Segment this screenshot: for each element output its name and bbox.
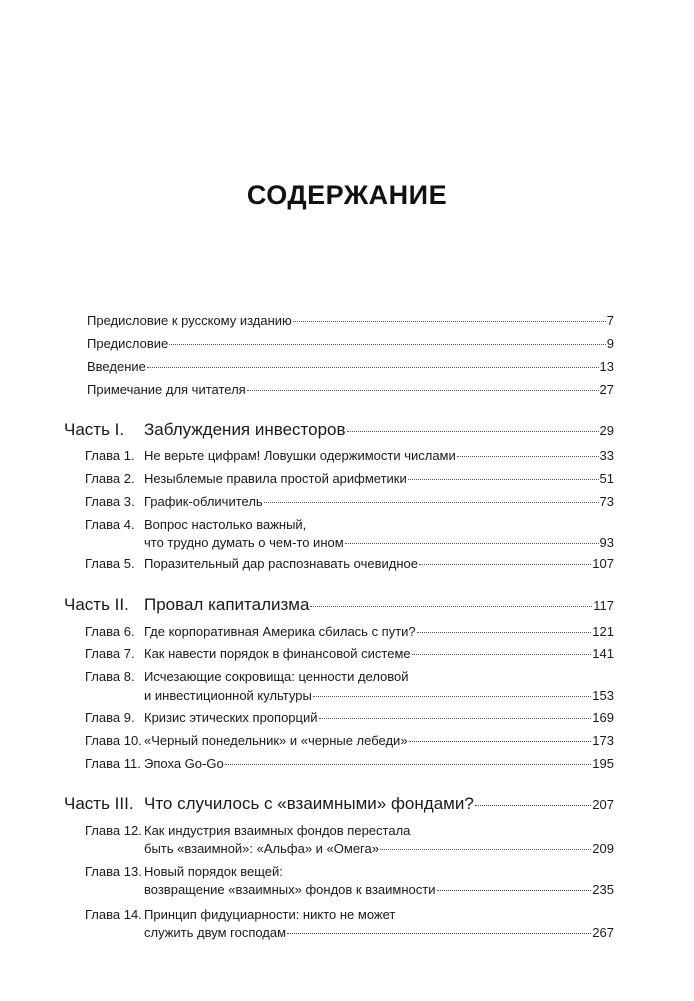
toc-entry-title: Введение [87, 359, 146, 374]
toc-part-title: Провал капитализма [144, 595, 310, 614]
chapter-label: Глава 8. [85, 669, 135, 684]
dot-leader [347, 431, 599, 432]
dot-leader [345, 543, 599, 544]
toc-chapter-13[interactable] [144, 882, 614, 897]
toc-chapter-title: служить двум господам [144, 925, 287, 940]
toc-chapter-7[interactable] [144, 646, 614, 661]
dot-leader [310, 606, 592, 607]
toc-chapter-page: 267 [592, 925, 614, 940]
toc-chapter-1[interactable] [144, 448, 614, 463]
toc-chapter-page: 93 [599, 535, 614, 550]
dot-leader [409, 741, 592, 742]
toc-chapter-title-line: Как индустрия взаимных фондов перестала [144, 823, 411, 838]
toc-entry-page: 7 [606, 313, 614, 328]
toc-chapter-3[interactable] [144, 494, 614, 509]
chapter-label: Глава 4. [85, 517, 135, 532]
toc-chapter-title: Незыблемые правила простой арифметики [144, 471, 407, 486]
toc-chapter-title-line: Принцип фидуциарности: никто не может [144, 907, 396, 922]
toc-chapter-title-line: Вопрос настолько важный, [144, 517, 307, 532]
chapter-label: Глава 11. [85, 756, 141, 771]
toc-chapter-title: Как навести порядок в финансовой системе [144, 646, 411, 661]
toc-chapter-page: 195 [592, 756, 614, 771]
toc-entry-page: 13 [599, 359, 614, 374]
chapter-label: Глава 6. [85, 624, 135, 639]
dot-leader [225, 764, 592, 765]
toc-chapter-8[interactable] [144, 688, 614, 703]
toc-chapter-page: 141 [592, 646, 614, 661]
chapter-label: Глава 13. [85, 864, 142, 879]
toc-chapter-2[interactable] [144, 471, 614, 486]
toc-chapter-page: 209 [592, 841, 614, 856]
dot-leader [412, 654, 592, 655]
dot-leader [264, 502, 599, 503]
toc-chapter-page: 73 [599, 494, 614, 509]
toc-chapter-title: Не верьте цифрам! Ловушки одержимости числами [144, 448, 456, 463]
toc-chapter-title: Где корпоративная Америка сбилась с пути? [144, 624, 416, 639]
chapter-label: Глава 12. [85, 823, 142, 838]
toc-chapter-page: 107 [592, 556, 614, 571]
dot-leader [437, 890, 592, 891]
toc-part-2[interactable] [144, 595, 614, 615]
dot-leader [247, 390, 599, 391]
toc-entry-reader-note[interactable] [87, 382, 614, 397]
page-title: СОДЕРЖАНИЕ [246, 180, 448, 210]
toc-chapter-page: 169 [592, 710, 614, 725]
toc-chapter-page: 121 [592, 624, 614, 639]
part-label: Часть II. [64, 595, 129, 614]
toc-chapter-page: 235 [592, 882, 614, 897]
toc-chapter-title: что трудно думать о чем-то ином [144, 535, 344, 550]
chapter-label: Глава 7. [85, 646, 135, 661]
dot-leader [147, 367, 599, 368]
toc-chapter-page: 153 [592, 688, 614, 703]
toc-chapter-title-line: Исчезающие сокровища: ценности деловой [144, 669, 409, 684]
dot-leader [419, 564, 591, 565]
toc-entry-page: 27 [599, 382, 614, 397]
toc-entry-preface-russian[interactable] [87, 313, 614, 328]
dot-leader [457, 456, 599, 457]
toc-chapter-title: быть «взаимной»: «Альфа» и «Омега» [144, 841, 379, 856]
toc-chapter-5[interactable] [144, 556, 614, 571]
toc-part-title: Что случилось с «взаимными» фондами? [144, 794, 474, 813]
toc-part-3[interactable] [144, 794, 614, 814]
toc-part-title: Заблуждения инвесторов [144, 420, 346, 439]
toc-entry-preface[interactable] [87, 336, 614, 351]
toc-chapter-title-line: Новый порядок вещей: [144, 864, 283, 879]
toc-chapter-10[interactable] [144, 733, 614, 748]
chapter-label: Глава 2. [85, 471, 135, 486]
dot-leader [293, 321, 606, 322]
toc-chapter-page: 33 [599, 448, 614, 463]
toc-entry-page: 9 [606, 336, 614, 351]
chapter-label: Глава 10. [85, 733, 142, 748]
part-label: Часть I. [64, 420, 125, 439]
toc-chapter-title: и инвестиционной культуры [144, 688, 312, 703]
chapter-label: Глава 1. [85, 448, 135, 463]
chapter-label: Глава 9. [85, 710, 135, 725]
chapter-label: Глава 3. [85, 494, 135, 509]
toc-chapter-title: Эпоха Go-Go [144, 756, 224, 771]
dot-leader [408, 479, 599, 480]
toc-chapter-title: «Черный понедельник» и «черные лебеди» [144, 733, 408, 748]
toc-chapter-page: 51 [599, 471, 614, 486]
dot-leader [380, 849, 591, 850]
toc-chapter-12[interactable] [144, 841, 614, 856]
chapter-label: Глава 5. [85, 556, 135, 571]
dot-leader [313, 696, 591, 697]
dot-leader [417, 632, 592, 633]
toc-entry-title: Предисловие к русскому изданию [87, 313, 292, 328]
dot-leader [475, 805, 592, 806]
toc-chapter-title: График-обличитель [144, 494, 263, 509]
toc-part-page: 207 [592, 797, 614, 812]
toc-part-page: 117 [593, 598, 614, 613]
toc-chapter-9[interactable] [144, 710, 614, 725]
toc-entry-introduction[interactable] [87, 359, 614, 374]
dot-leader [287, 933, 591, 934]
toc-entry-title: Предисловие [87, 336, 169, 351]
toc-chapter-title: Кризис этических пропорций [144, 710, 318, 725]
toc-chapter-title: возвращение «взаимных» фондов к взаимности [144, 882, 436, 897]
part-label: Часть III. [64, 794, 134, 813]
chapter-label: Глава 14. [85, 907, 142, 922]
dot-leader [169, 344, 606, 345]
toc-chapter-4[interactable] [144, 535, 614, 550]
toc-chapter-page: 173 [592, 733, 614, 748]
toc-part-1[interactable] [144, 420, 614, 440]
toc-entry-title: Примечание для читателя [87, 382, 246, 397]
toc-chapter-title: Поразительный дар распознавать очевидное [144, 556, 418, 571]
dot-leader [319, 718, 592, 719]
toc-chapter-6[interactable] [144, 624, 614, 639]
toc-part-page: 29 [599, 423, 614, 438]
toc-chapter-14[interactable] [144, 925, 614, 940]
toc-chapter-11[interactable] [144, 756, 614, 771]
